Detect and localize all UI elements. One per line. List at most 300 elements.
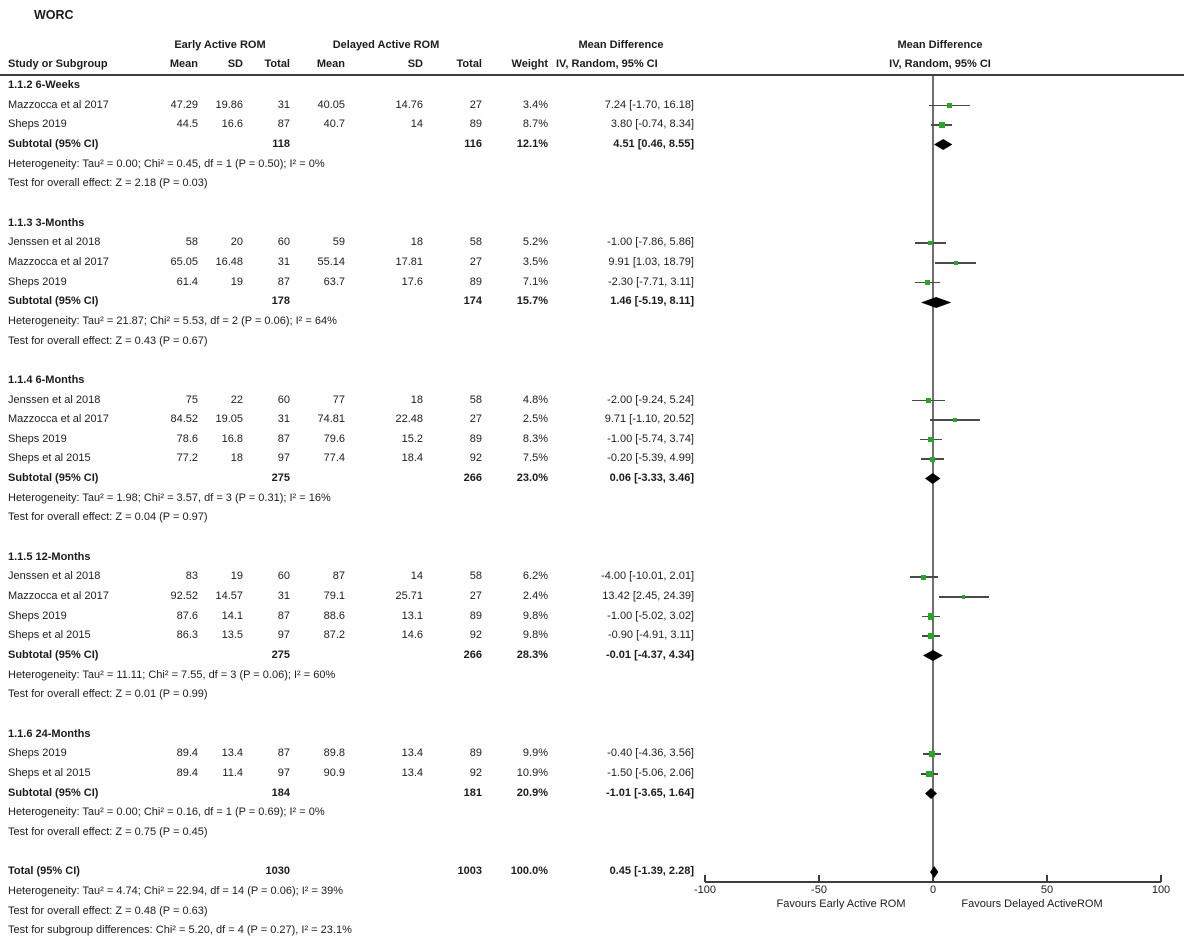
sd-delayed: 17.6: [401, 275, 423, 288]
plot-cell: [690, 666, 1174, 686]
mean-delayed: 79.6: [323, 432, 345, 445]
study-row: [0, 744, 1184, 764]
mean-early: [150, 646, 198, 666]
axis-tick-label: 100: [1151, 884, 1171, 897]
sd-early: 16.48: [215, 255, 243, 268]
plot-cell: [700, 744, 1184, 764]
md-ci-text: 7.24 [-1.70, 16.18]: [604, 98, 694, 111]
mean-delayed: 77: [332, 393, 345, 406]
study-row: [0, 449, 1184, 469]
effect-square: [926, 398, 931, 403]
plot-cell: [690, 332, 1174, 352]
section-header-row: [0, 548, 1184, 568]
total-delayed: 92: [469, 629, 482, 642]
mean-delayed: 87: [332, 570, 345, 583]
blank-row: [0, 843, 1184, 863]
weight: 4.8%: [522, 393, 548, 406]
md-ci-text: 13.42 [2.45, 24.39]: [602, 590, 694, 603]
effect-square: [939, 122, 945, 128]
effect-square: [928, 633, 934, 639]
study-row: [0, 115, 1184, 135]
mean-delayed: 74.81: [317, 413, 345, 426]
plot-cell: [700, 135, 1184, 155]
subtotal-diamond: [934, 139, 952, 150]
axis-tick-label: -50: [811, 884, 827, 897]
subtotal-row: [0, 784, 1184, 804]
section-label: 1.1.2 6-Weeks: [8, 79, 80, 91]
md-ci-text: -0.90 [-4.91, 3.11]: [607, 629, 694, 642]
total-heterogeneity-row-text: Heterogeneity: Tau² = 4.74; Chi² = 22.94, df = 14 (P = 0.06); I² = 39%: [8, 884, 343, 897]
mean-delayed: 40.7: [323, 118, 345, 131]
mean-early: [150, 469, 198, 489]
sd-delayed: [345, 646, 423, 666]
effect-square: [921, 575, 926, 580]
favours-right-label: Favours Delayed ActiveROM: [961, 898, 1103, 911]
sd-early: 19.05: [215, 413, 243, 426]
study-name: Subtotal (95% CI): [8, 786, 99, 799]
total-delayed: 89: [469, 275, 482, 288]
axis-tick: [818, 875, 820, 882]
effect-square: [954, 261, 958, 265]
heterogeneity-row: [0, 489, 1184, 509]
sd-early: 19: [230, 570, 243, 583]
heterogeneity-row: [0, 666, 1184, 686]
plot-cell: [700, 784, 1184, 804]
sd-delayed: 25.71: [395, 590, 423, 603]
plot-cell: [700, 430, 1184, 450]
weight: 12.1%: [516, 137, 548, 150]
sd-delayed: 17.81: [395, 255, 423, 268]
total-early: 31: [277, 98, 290, 111]
sd-delayed: [345, 862, 423, 882]
plot-ci-header: IV, Random, 95% CI: [889, 58, 991, 70]
weight: 2.5%: [522, 413, 548, 426]
study-name: Sheps 2019: [8, 432, 67, 445]
subtotal-row: [0, 469, 1184, 489]
mean-delayed: 77.4: [323, 452, 345, 465]
blank-row: [0, 705, 1184, 725]
mean-delayed: 55.14: [317, 255, 345, 268]
mean-delayed: 40.05: [317, 98, 345, 111]
md-column-header: Mean Difference: [578, 39, 664, 51]
overall-effect-row-text: Test for overall effect: Z = 0.75 (P = 0.45): [8, 825, 208, 838]
mean-early: [150, 862, 198, 882]
weight: 6.2%: [522, 570, 548, 583]
column-header-row: [0, 55, 1184, 74]
md-ci-text: 9.71 [-1.10, 20.52]: [604, 413, 694, 426]
mean-early: [150, 135, 198, 155]
sd-delayed: [345, 135, 423, 155]
weight: 9.8%: [522, 629, 548, 642]
plot-cell: [700, 410, 1184, 430]
weight-column-header: Weight: [511, 58, 548, 70]
mean-delayed: 59: [332, 236, 345, 249]
early-group-header: Early Active ROM: [174, 39, 266, 51]
blank-row: [0, 528, 1184, 548]
sd-early: 13.4: [221, 747, 243, 760]
mean-delayed: [290, 135, 345, 155]
plot-cell: [700, 567, 1184, 587]
plot-cell: [700, 273, 1184, 293]
md-ci-text: 0.06 [-3.33, 3.46]: [609, 472, 694, 485]
weight: 7.1%: [522, 275, 548, 288]
weight: 15.7%: [516, 295, 548, 308]
effect-square: [925, 280, 930, 285]
plot-cell: [690, 214, 1174, 234]
favours-left-label: Favours Early Active ROM: [776, 898, 906, 911]
total-delayed: 116: [464, 137, 482, 150]
sd-early: 22: [230, 393, 243, 406]
overall-effect-row-text: Test for overall effect: Z = 0.04 (P = 0.97): [8, 511, 208, 524]
total-delayed: 174: [463, 295, 482, 308]
plot-cell: [700, 607, 1184, 627]
plot-cell: [0, 351, 484, 371]
subtotal-diamond: [921, 297, 951, 308]
plot-cell: [700, 764, 1184, 784]
plot-cell: [690, 312, 1174, 332]
total-delayed: 92: [469, 452, 482, 465]
sd-delayed: 15.2: [401, 432, 423, 445]
mean-early: 77.2: [176, 452, 198, 465]
study-name: Mazzocca et al 2017: [8, 255, 109, 268]
weight: 28.3%: [516, 649, 548, 662]
overall-effect-row-text: Test for overall effect: Z = 0.01 (P = 0.99): [8, 688, 208, 701]
study-row: [0, 626, 1184, 646]
study-row: [0, 410, 1184, 430]
sd-delayed: 14.6: [401, 629, 423, 642]
plot-cell: [700, 253, 1184, 273]
forest-rows: [0, 76, 1184, 941]
total-early: 60: [277, 570, 290, 583]
study-row: [0, 96, 1184, 116]
subtotal-diamond: [923, 650, 943, 661]
mean-delayed: [290, 292, 345, 312]
axis-tick-label: 50: [1040, 884, 1054, 897]
plot-cell: [690, 489, 1174, 509]
study-name: Sheps 2019: [8, 275, 67, 288]
overall-effect-row: [0, 823, 1184, 843]
study-row: [0, 273, 1184, 293]
sd-early: 20: [230, 236, 243, 249]
effect-square: [947, 103, 951, 107]
weight: 20.9%: [516, 786, 548, 799]
effect-square: [929, 751, 935, 757]
total-delayed: 266: [463, 472, 482, 485]
effect-square: [926, 771, 932, 777]
sd-delayed: 13.1: [401, 609, 423, 622]
subgroup-differences-row-text: Test for subgroup differences: Chi² = 5.20, df = 4 (P = 0.27), I² = 23.1%: [8, 924, 352, 937]
md-ci-text: -1.50 [-5.06, 2.06]: [607, 766, 694, 779]
total-early: 275: [271, 472, 290, 485]
total-early: 31: [277, 255, 290, 268]
weight: 8.7%: [522, 118, 548, 131]
plot-cell: [690, 548, 1174, 568]
md-ci-text: -1.01 [-3.65, 1.64]: [605, 786, 694, 799]
plot-cell: [690, 155, 1174, 175]
study-name: Mazzocca et al 2017: [8, 413, 109, 426]
sd-delayed: 18: [410, 236, 423, 249]
study-row: [0, 391, 1184, 411]
md-ci-text: 9.91 [1.03, 18.79]: [608, 255, 694, 268]
weight: 23.0%: [516, 472, 548, 485]
total-delayed: 92: [469, 766, 482, 779]
total-delayed: 58: [469, 570, 482, 583]
plot-cell: [0, 528, 484, 548]
effect-square: [928, 241, 933, 246]
md-ci-text: -1.00 [-5.02, 3.02]: [607, 609, 694, 622]
mean-delayed: 79.1: [323, 590, 345, 603]
sd-delayed: 13.4: [401, 766, 423, 779]
weight: 7.5%: [522, 452, 548, 465]
total-delayed: 1003: [457, 865, 482, 878]
study-row: [0, 567, 1184, 587]
total-early-header: Total: [264, 58, 290, 70]
heterogeneity-row-text: Heterogeneity: Tau² = 21.87; Chi² = 5.53, df = 2 (P = 0.06); I² = 64%: [8, 314, 337, 327]
weight: 9.9%: [522, 747, 548, 760]
axis-tick-label: -100: [693, 884, 717, 897]
total-early: 31: [277, 590, 290, 603]
mean-delayed: 90.9: [323, 766, 345, 779]
mean-early: 89.4: [176, 747, 198, 760]
study-row: [0, 430, 1184, 450]
sd-early: [198, 292, 243, 312]
axis-tick: [704, 875, 706, 882]
total-early: 97: [277, 766, 290, 779]
heterogeneity-row-text: Heterogeneity: Tau² = 0.00; Chi² = 0.16, df = 1 (P = 0.69); I² = 0%: [8, 806, 325, 819]
mean-delayed: [290, 784, 345, 804]
total-delayed: 181: [463, 786, 482, 799]
section-header-row: [0, 725, 1184, 745]
sd-early: 11.4: [222, 766, 243, 779]
weight: 2.4%: [522, 590, 548, 603]
mean-early: 84.52: [170, 413, 198, 426]
study-name: Sheps 2019: [8, 609, 67, 622]
mean-early: 78.6: [176, 432, 198, 445]
plot-cell: [690, 803, 1174, 823]
sd-early: 13.5: [221, 629, 243, 642]
md-ci-text: 3.80 [-0.74, 8.34]: [610, 118, 694, 131]
md-ci-text: 0.45 [-1.39, 2.28]: [609, 865, 694, 878]
study-name: Subtotal (95% CI): [8, 472, 99, 485]
effect-square: [953, 418, 957, 422]
plot-cell: [690, 371, 1174, 391]
study-row: [0, 253, 1184, 273]
study-name: Jenssen et al 2018: [8, 393, 101, 406]
plot-cell: [0, 843, 484, 863]
blank-row: [0, 351, 1184, 371]
mean-delayed: 89.8: [323, 747, 345, 760]
total-early: 97: [277, 629, 290, 642]
heterogeneity-row: [0, 312, 1184, 332]
total-delayed: 89: [469, 432, 482, 445]
study-name: Mazzocca et al 2017: [8, 98, 109, 111]
study-name: Sheps 2019: [8, 747, 67, 760]
sd-early: [198, 784, 243, 804]
total-delayed: 27: [469, 98, 482, 111]
sd-early: 19: [230, 275, 243, 288]
total-delayed-header: Total: [456, 58, 482, 70]
group-header-row: [0, 36, 1184, 55]
effect-square: [928, 437, 934, 443]
plot-cell: [700, 646, 1184, 666]
sd-delayed: 18.4: [401, 452, 423, 465]
section-label: 1.1.5 12-Months: [8, 550, 91, 563]
total-overall-effect-row-text: Test for overall effect: Z = 0.48 (P = 0.63): [8, 904, 208, 917]
effect-square: [962, 595, 966, 599]
mean-early: 58: [185, 236, 198, 249]
overall-effect-row: [0, 685, 1184, 705]
figure-title: WORC: [34, 8, 74, 22]
plot-cell: [700, 233, 1184, 253]
sd-delayed: [345, 469, 423, 489]
plot-cell: [700, 449, 1184, 469]
md-ci-text: -0.20 [-5.39, 4.99]: [607, 452, 694, 465]
subtotal-row: [0, 292, 1184, 312]
total-early: 178: [271, 295, 290, 308]
total-early: 60: [277, 393, 290, 406]
md-ci-text: -0.01 [-4.37, 4.34]: [605, 649, 694, 662]
study-name: Sheps et al 2015: [8, 452, 91, 465]
sd-delayed: 14: [410, 118, 423, 131]
total-early: 87: [277, 747, 290, 760]
md-ci-text: -0.40 [-4.36, 3.56]: [607, 747, 694, 760]
plot-cell: [690, 921, 1174, 941]
plot-md-header: Mean Difference: [897, 39, 983, 51]
subtotal-row: [0, 135, 1184, 155]
mean-early: [150, 784, 198, 804]
total-delayed: 27: [469, 590, 482, 603]
mean-early: 65.05: [170, 255, 198, 268]
study-row: [0, 764, 1184, 784]
total-delayed: 58: [469, 393, 482, 406]
mean-early: 75: [185, 393, 198, 406]
total-early: 184: [271, 786, 290, 799]
mean-delayed: [290, 469, 345, 489]
total-early: 31: [277, 413, 290, 426]
study-row: [0, 587, 1184, 607]
table-header: [0, 36, 1184, 76]
plot-cell: [700, 115, 1184, 135]
mean-delayed: 63.7: [323, 275, 345, 288]
md-ci-text: -1.00 [-7.86, 5.86]: [607, 236, 694, 249]
mean-early: 83: [185, 570, 198, 583]
weight: 100.0%: [510, 865, 548, 878]
section-label: 1.1.6 24-Months: [8, 727, 91, 740]
total-early: 87: [277, 609, 290, 622]
overall-effect-row: [0, 174, 1184, 194]
sd-delayed-header: SD: [407, 58, 423, 70]
sd-delayed: 14.76: [395, 98, 423, 111]
study-name: Total (95% CI): [8, 865, 80, 878]
plot-axis: [693, 875, 1184, 917]
sd-delayed: 22.48: [395, 413, 423, 426]
plot-cell: [700, 391, 1184, 411]
mean-early-header: Mean: [169, 58, 198, 70]
mean-delayed: 88.6: [323, 609, 345, 622]
mean-delayed-header: Mean: [316, 58, 345, 70]
overall-effect-row-text: Test for overall effect: Z = 2.18 (P = 0.03): [8, 177, 208, 190]
subgroup-differences-row: [0, 921, 1184, 941]
axis-tick-label: 0: [929, 884, 937, 897]
plot-cell: [0, 705, 484, 725]
effect-square: [928, 613, 934, 619]
md-ci-text: -4.00 [-10.01, 2.01]: [601, 570, 694, 583]
plot-cell: [700, 292, 1184, 312]
total-early: 87: [277, 432, 290, 445]
study-name: Sheps et al 2015: [8, 766, 91, 779]
total-early: 97: [277, 452, 290, 465]
study-row: [0, 233, 1184, 253]
plot-cell: [690, 823, 1174, 843]
mean-early: 87.6: [176, 609, 198, 622]
sd-delayed: [345, 784, 423, 804]
sd-early: 18: [230, 452, 243, 465]
sd-early: 19.86: [215, 98, 243, 111]
total-early: 1030: [265, 865, 290, 878]
mean-delayed: [290, 646, 345, 666]
total-delayed: 27: [469, 255, 482, 268]
ci-column-header: IV, Random, 95% CI: [556, 58, 658, 70]
total-diamond: [930, 866, 938, 878]
study-column-header: Study or Subgroup: [8, 58, 108, 70]
study-name: Subtotal (95% CI): [8, 137, 99, 150]
mean-early: 44.5: [176, 118, 198, 131]
section-label: 1.1.3 3-Months: [8, 216, 85, 229]
overall-effect-row-text: Test for overall effect: Z = 0.43 (P = 0.67): [8, 334, 208, 347]
md-ci-text: -2.00 [-9.24, 5.24]: [607, 393, 694, 406]
sd-early: 14.57: [215, 590, 243, 603]
md-ci-text: -1.00 [-5.74, 3.74]: [607, 432, 694, 445]
plot-cell: [700, 96, 1184, 116]
plot-cell: [690, 174, 1174, 194]
mean-delayed: 87.2: [323, 629, 345, 642]
heterogeneity-row: [0, 803, 1184, 823]
total-early: 87: [277, 275, 290, 288]
total-early: 60: [277, 236, 290, 249]
section-header-row: [0, 76, 1184, 96]
total-delayed: 58: [469, 236, 482, 249]
mean-early: 86.3: [176, 629, 198, 642]
section-header-row: [0, 214, 1184, 234]
plot-cell: [690, 76, 1174, 96]
mean-early: 92.52: [170, 590, 198, 603]
mean-delayed: [290, 862, 345, 882]
total-delayed: 89: [469, 609, 482, 622]
heterogeneity-row-text: Heterogeneity: Tau² = 0.00; Chi² = 0.45, df = 1 (P = 0.50); I² = 0%: [8, 157, 325, 170]
sd-early: [198, 646, 243, 666]
weight: 9.8%: [522, 609, 548, 622]
mean-early: 61.4: [176, 275, 198, 288]
md-ci-text: 1.46 [-5.19, 8.11]: [610, 295, 694, 308]
total-delayed: 266: [463, 649, 482, 662]
sd-early: [198, 135, 243, 155]
total-early: 275: [271, 649, 290, 662]
heterogeneity-row-text: Heterogeneity: Tau² = 11.11; Chi² = 7.55, df = 3 (P = 0.06); I² = 60%: [8, 668, 336, 681]
overall-effect-row: [0, 332, 1184, 352]
effect-square: [930, 457, 935, 462]
total-delayed: 89: [469, 747, 482, 760]
total-delayed: 27: [469, 413, 482, 426]
weight: 10.9%: [516, 766, 548, 779]
sd-early-header: SD: [227, 58, 243, 70]
axis-tick: [1046, 875, 1048, 882]
subtotal-row: [0, 646, 1184, 666]
total-delayed: 89: [469, 118, 482, 131]
weight: 5.2%: [522, 236, 548, 249]
study-name: Mazzocca et al 2017: [8, 590, 109, 603]
subtotal-diamond: [925, 473, 940, 484]
weight: 3.5%: [522, 255, 548, 268]
